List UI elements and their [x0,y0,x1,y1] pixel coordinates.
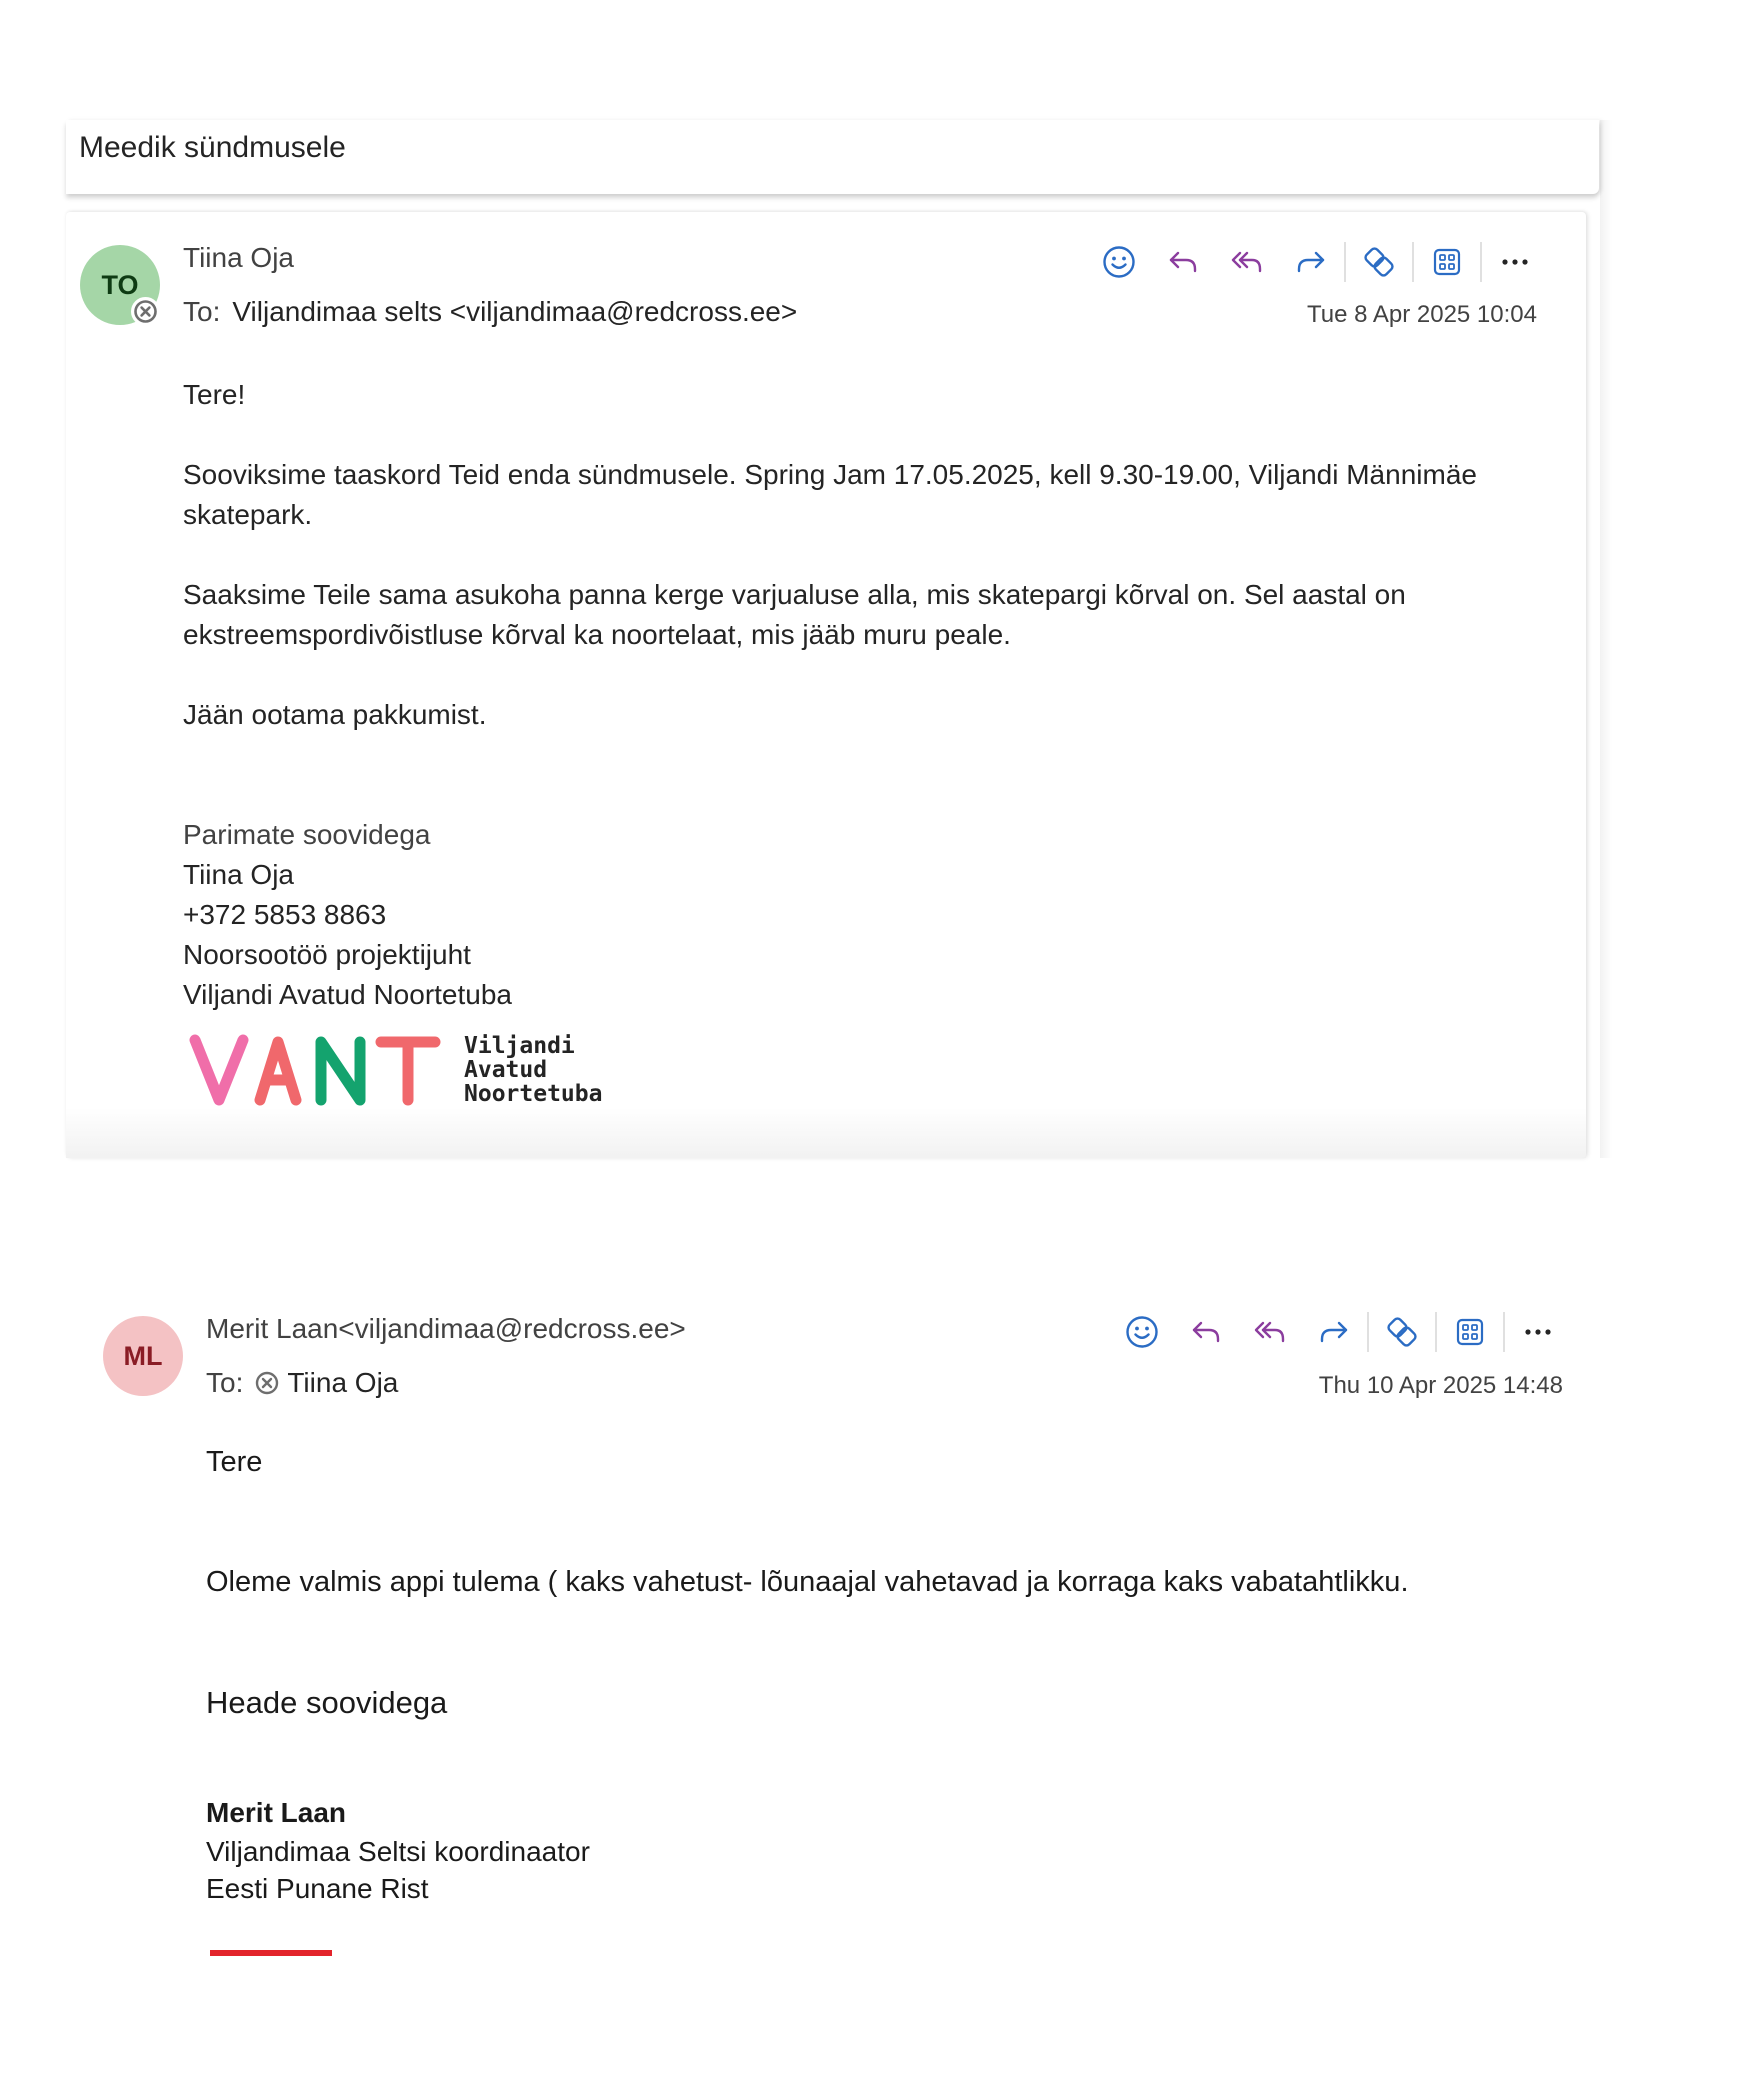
message-date: Thu 10 Apr 2025 14:48 [1318,1372,1563,1399]
subject-title: Meedik sündmusele [79,131,346,164]
signature-phone: +372 5853 8863 [183,899,387,930]
forward-icon [1318,1318,1350,1346]
reply-all-button[interactable] [1215,240,1279,284]
apps-button[interactable] [1415,240,1479,284]
recipient-line [183,296,797,328]
toolbar-separator [1412,242,1414,282]
smiley-icon [1125,1315,1159,1349]
react-button[interactable] [1087,240,1151,284]
signature-name: Tiina Oja [183,859,295,890]
org-logo [188,1030,628,1120]
signature-org: Eesti Punane Rist [206,1873,429,1904]
message-body [183,375,1563,1015]
toolbar-separator [1480,242,1482,282]
to-label: To: [183,296,221,327]
more-actions-button[interactable] [1483,240,1547,284]
apps-icon [1432,247,1462,277]
signature-org: Viljandi Avatud Noortetuba [183,979,512,1010]
logo-subtext: Noortetuba [464,1081,603,1107]
presence-offline-icon [255,1371,279,1395]
reply-all-icon [1230,248,1264,276]
more-icon [1523,1327,1553,1337]
body-greeting: Tere [206,1446,263,1478]
toolbar-separator [1344,242,1346,282]
loop-icon [1384,1314,1420,1350]
presence-offline-icon [131,297,160,326]
reply-all-icon [1253,1318,1287,1346]
toolbar-separator [1435,1312,1437,1352]
react-button[interactable] [1110,1310,1174,1354]
avatar-initials: ML [123,1340,163,1371]
sender-name[interactable]: Tiina Oja [183,242,295,273]
body-line: Jään ootama pakkumist. [183,699,487,730]
loop-icon [1361,244,1397,280]
body-line: ekstreemspordivõistluse kõrval ka noortelaat, mis jääb muru peale. [183,619,1011,650]
signature-name: Merit Laan [206,1797,347,1828]
toolbar-separator [1367,1312,1369,1352]
forward-button[interactable] [1279,240,1343,284]
message-toolbar [1087,240,1547,284]
forward-button[interactable] [1302,1310,1366,1354]
message-date: Tue 8 Apr 2025 10:04 [1307,301,1537,328]
sender-name[interactable]: Merit Laan<viljandimaa@redcross.ee> [206,1313,686,1344]
loop-button[interactable] [1347,240,1411,284]
more-actions-button[interactable] [1506,1310,1570,1354]
reply-icon [1167,248,1199,276]
message-toolbar [1110,1310,1570,1354]
logo-subtext: Viljandi [464,1033,575,1059]
signature-role: Viljandimaa Seltsi koordinaator [206,1836,590,1867]
to-label: To: [206,1367,244,1398]
loop-button[interactable] [1370,1310,1434,1354]
smiley-icon [1102,245,1136,279]
body-line: Oleme valmis appi tulema ( kaks vahetust- lõunaajal vahetavad ja korraga kaks vabatahtlikku. [206,1566,1409,1598]
reply-icon [1190,1318,1222,1346]
apps-button[interactable] [1438,1310,1502,1354]
reply-all-button[interactable] [1238,1310,1302,1354]
apps-icon [1455,1317,1485,1347]
signature-closing: Parimate soovidega [183,819,431,850]
body-line: Tere! [183,379,246,410]
body-line: Sooviksime taaskord Teid enda sündmusele. Spring Jam 17.05.2025, kell 9.30-19.00, Viljandi Männimäe [183,459,1477,490]
more-icon [1500,257,1530,267]
avatar[interactable] [103,1316,183,1396]
toolbar-separator [1503,1312,1505,1352]
recipient-line [206,1367,398,1399]
logo-subtext: Avatud [464,1057,548,1083]
reply-button[interactable] [1174,1310,1238,1354]
body-closing: Heade soovidega [206,1685,448,1720]
body-line: Saaksime Teile sama asukoha panna kerge varjualuse alla, mis skatepargi kõrval on. Sel aastal on [183,579,1406,610]
recipient[interactable]: Viljandimaa selts <viljandimaa@redcross.ee> [232,296,798,327]
avatar-initials: TO [101,269,139,300]
forward-icon [1295,248,1327,276]
pane-shadow [1600,120,1612,1158]
recipient[interactable]: Tiina Oja [287,1367,399,1398]
signature-role: Noorsootöö projektijuht [183,939,471,970]
reply-button[interactable] [1151,240,1215,284]
signature-accent-line [210,1950,332,1956]
body-line: skatepark. [183,499,313,530]
